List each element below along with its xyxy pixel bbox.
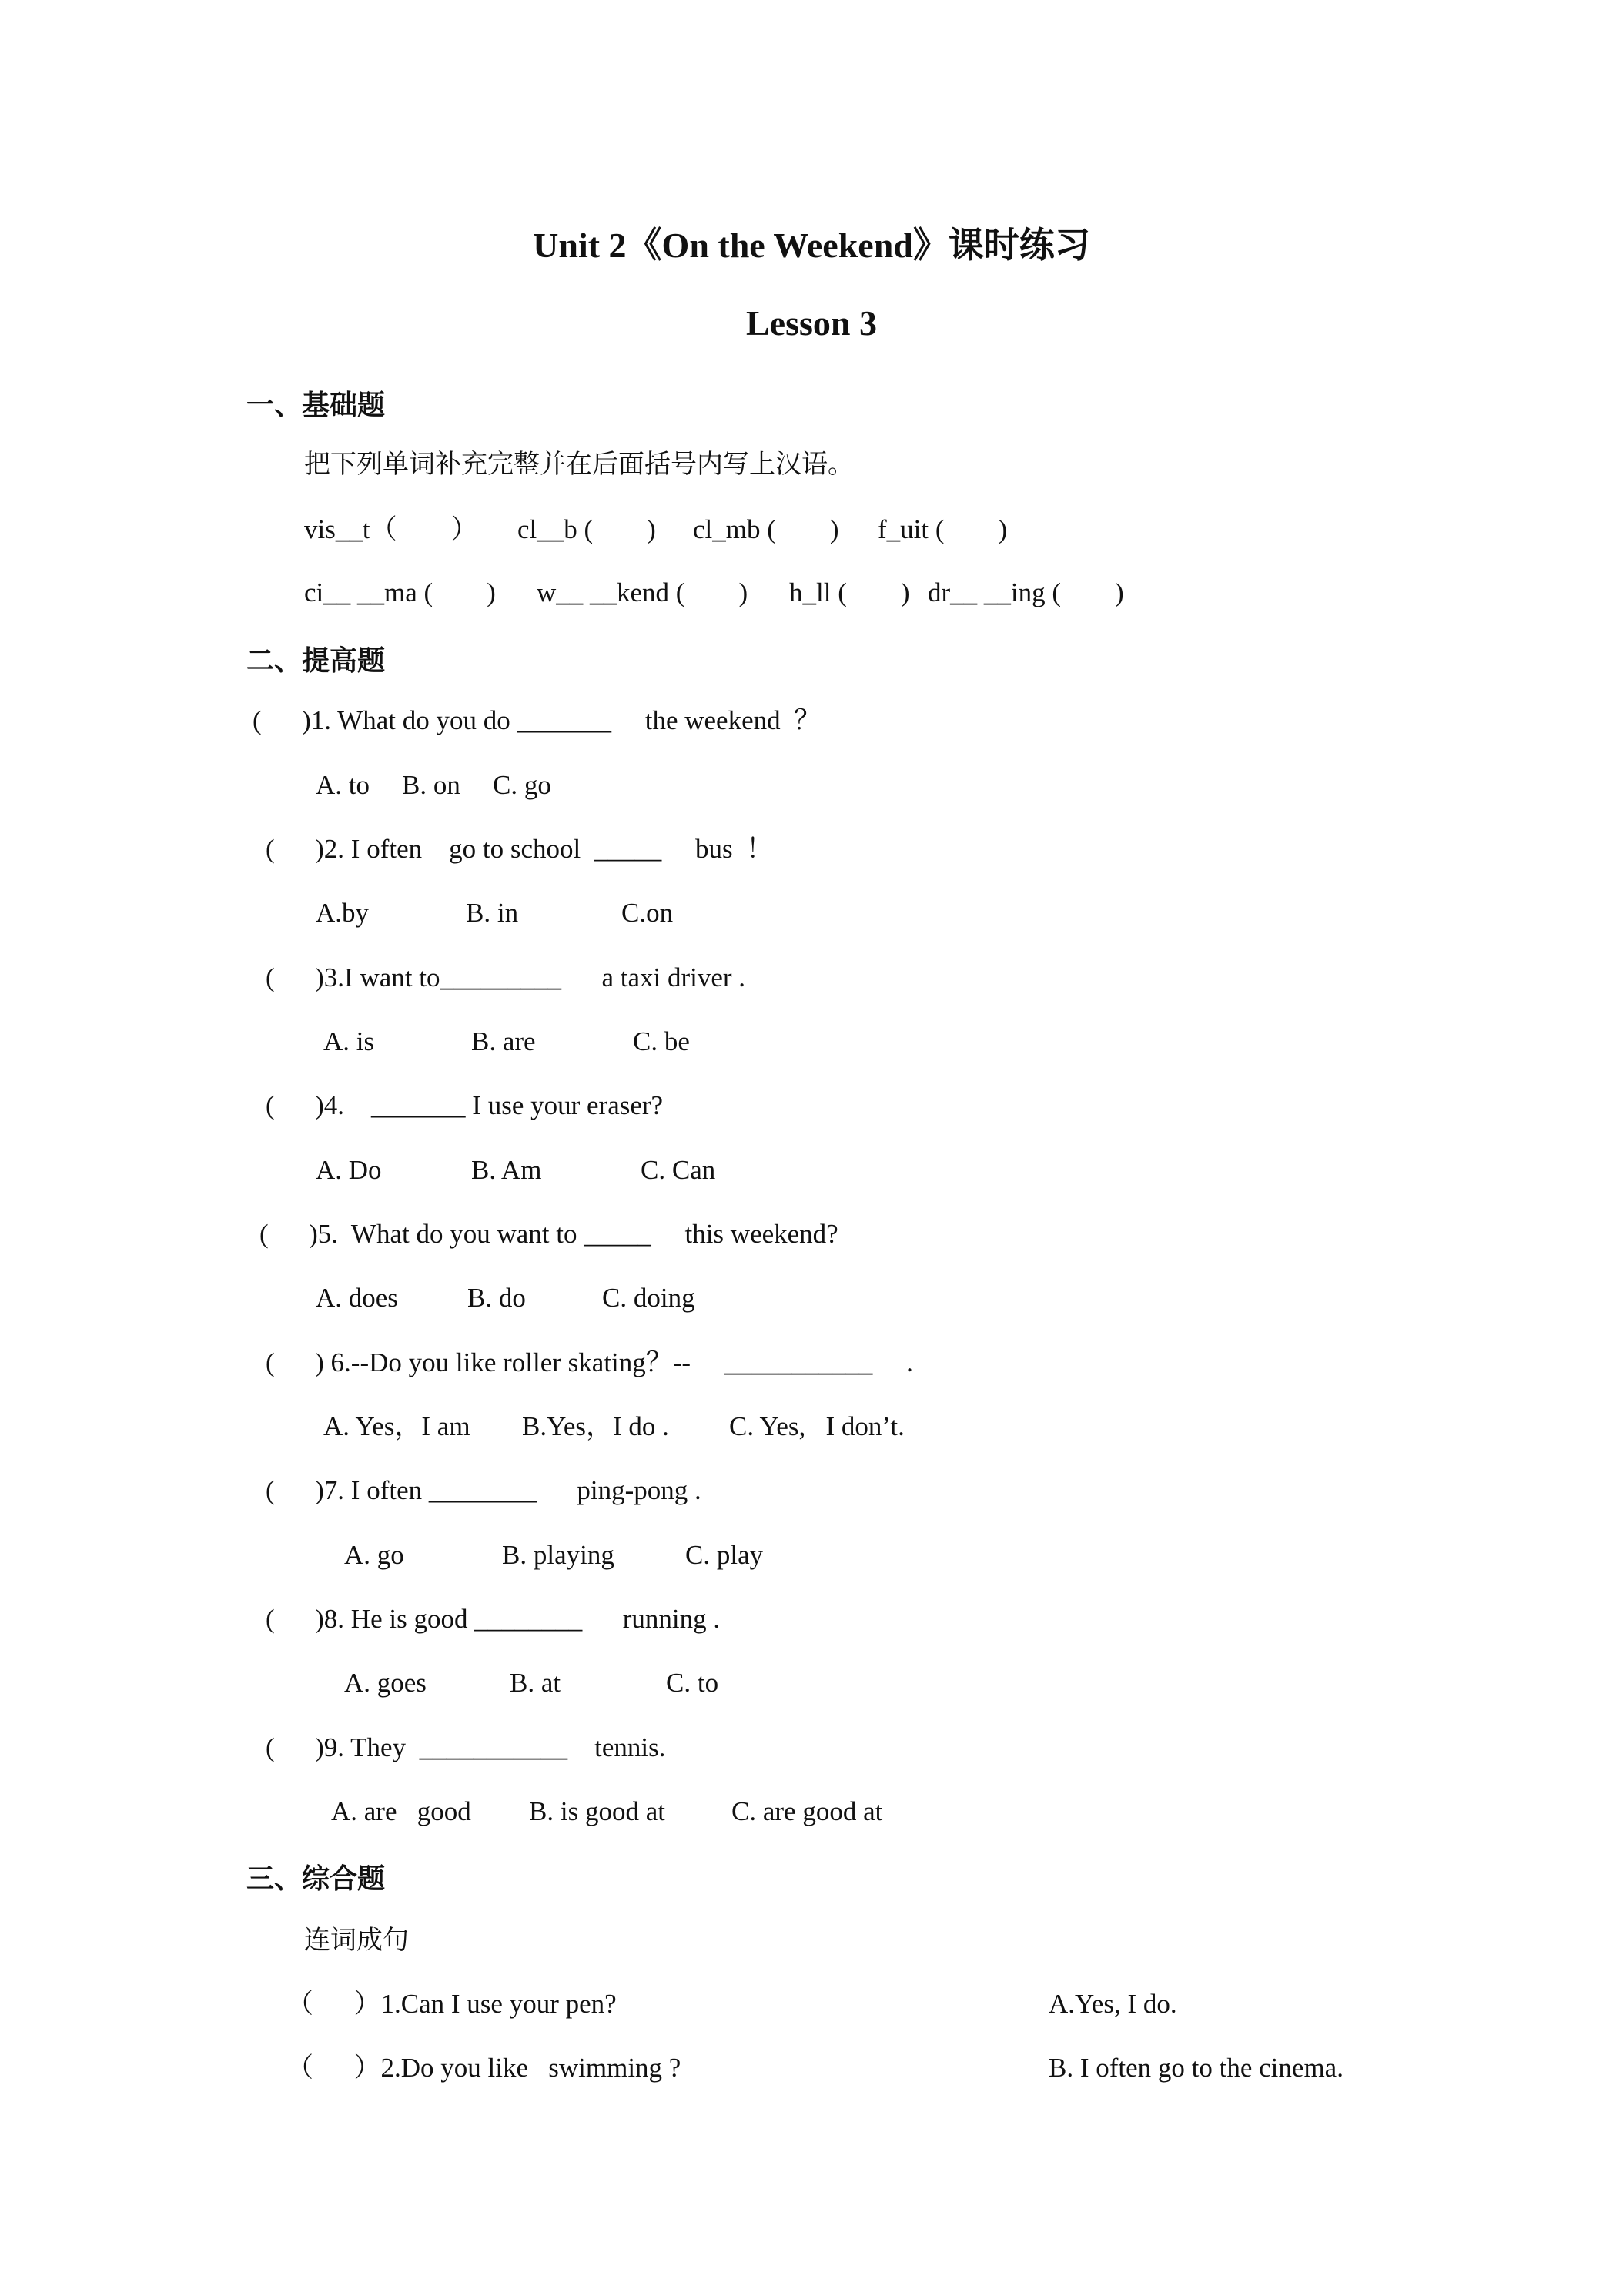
question-7: ( )7. I often ________ ping-pong . [266, 1475, 701, 1505]
option: B. at [510, 1668, 561, 1698]
section-1-heading: 一、基础题 [246, 390, 386, 421]
match-item-right: B. I often go to the cinema. [1049, 2053, 1344, 2083]
option: C. go [493, 770, 551, 800]
question-2: ( )2. I often go to school _____ bus ！ [266, 834, 774, 864]
word-item: vis__t（ ） [304, 514, 478, 544]
option: C. Can [641, 1155, 716, 1185]
option: B. are [471, 1026, 536, 1056]
section-2-heading: 二、提高题 [246, 645, 386, 677]
option: A. Yes，I am [323, 1411, 470, 1441]
option: C. be [633, 1026, 690, 1056]
word-item: cl__b ( ) [517, 514, 656, 544]
word-item: dr__ __ing ( ) [928, 577, 1124, 607]
lesson-title: Lesson 3 [746, 303, 877, 343]
section-3-instruction: 连词成句 [304, 1925, 409, 1956]
question-9: ( )9. They ___________ tennis. [266, 1732, 666, 1762]
page-title: Unit 2《On the Weekend》课时练习 [533, 226, 1090, 265]
option: A. are good [331, 1796, 471, 1826]
option: B. in [466, 898, 519, 928]
match-item-left: （ ）1.Can I use your pen? [286, 1989, 617, 2019]
word-item: ci__ __ma ( ) [304, 577, 496, 607]
word-item: cl_mb ( ) [693, 514, 839, 544]
section-1-instruction: 把下列单词补充完整并在后面括号内写上汉语。 [304, 449, 854, 480]
option: B. do [467, 1283, 526, 1313]
option: A. go [344, 1540, 404, 1570]
option: A. to [316, 770, 370, 800]
word-item: f_uit ( ) [878, 514, 1008, 544]
option: C. are good at [731, 1796, 883, 1826]
option: B.Yes，I do . [522, 1411, 669, 1441]
question-8: ( )8. He is good ________ running . [266, 1604, 721, 1634]
option: B. is good at [529, 1796, 665, 1826]
option: A. goes [344, 1668, 427, 1698]
option: B. on [402, 770, 460, 800]
option: B. Am [471, 1155, 542, 1185]
match-item-left: （ ）2.Do you like swimming ? [286, 2053, 681, 2083]
option: C. play [685, 1540, 764, 1570]
option: A. is [323, 1026, 375, 1056]
option: A.by [316, 898, 370, 928]
word-item: h_ll ( ) [789, 577, 910, 607]
match-item-right: A.Yes, I do. [1049, 1989, 1177, 2019]
option: C. Yes, I don’t. [729, 1411, 905, 1441]
question-5: ( )5. What do you want to _____ this weekend? [259, 1219, 838, 1249]
option: A. Do [316, 1155, 382, 1185]
option: C. doing [602, 1283, 695, 1313]
option: C.on [621, 898, 674, 928]
section-3-heading: 三、综合题 [246, 1863, 386, 1895]
option: C. to [666, 1668, 719, 1698]
question-3: ( )3.I want to_________ a taxi driver . [266, 962, 746, 992]
question-4: ( )4. _______ I use your eraser? [266, 1090, 664, 1120]
question-6: ( ) 6.--Do you like roller skating？-- ___________ . [266, 1347, 913, 1377]
word-item: w__ __kend ( ) [537, 577, 748, 607]
option: B. playing [502, 1540, 614, 1570]
question-1: ( )1. What do you do _______ the weekend ？ [253, 705, 822, 735]
option: A. does [316, 1283, 398, 1313]
